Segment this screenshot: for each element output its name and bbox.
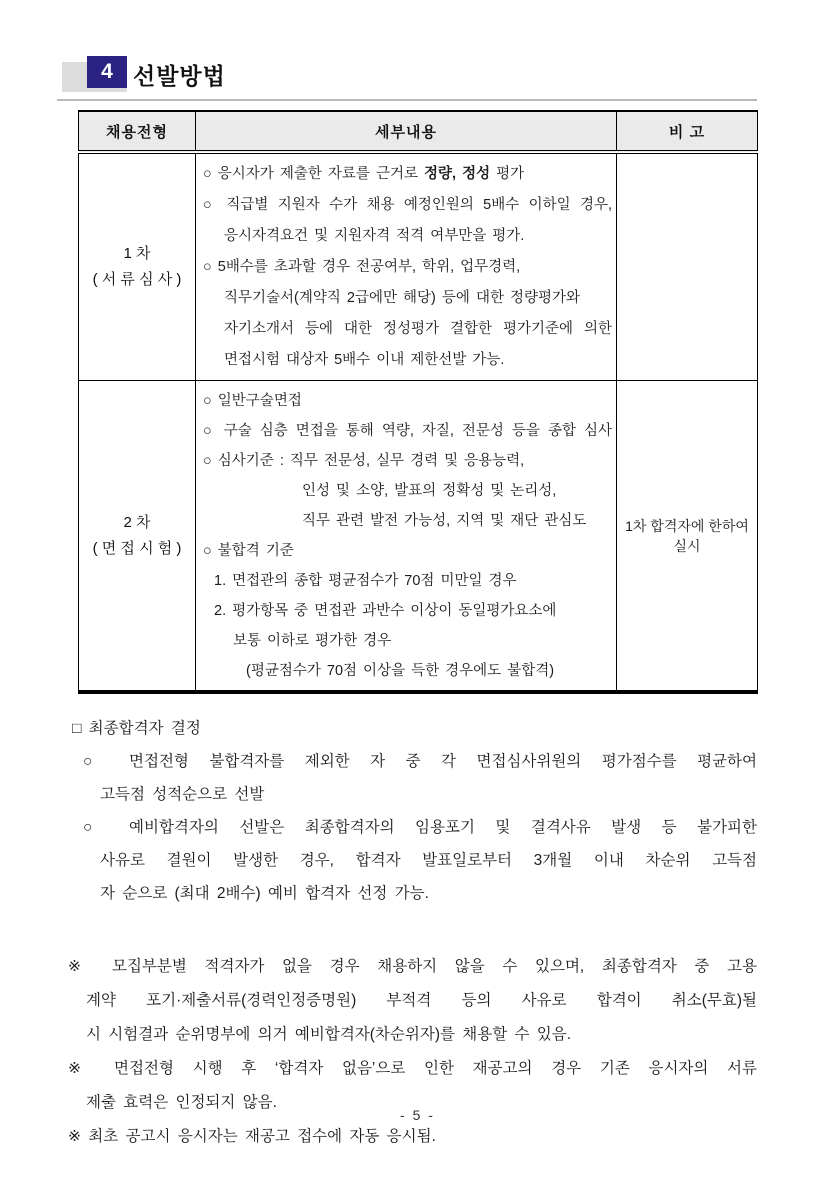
section-number-badge xyxy=(87,56,127,88)
stage1-subtitle: ( 서 류 심 사 ) xyxy=(92,271,182,288)
table-row-stage1 xyxy=(79,152,758,381)
stage1-remark-cell xyxy=(617,152,758,381)
note-line: 시 시험결과 순위명부에 의거 예비합격자(차순위자)를 채용할 수 있음. xyxy=(86,1026,572,1043)
final-decision-line: ○ 예비합격자의 선발은 최종합격자의 임용포기 및 결격사유 발생 등 불가피한 xyxy=(83,819,757,836)
detail-line: 보통 이하로 평가한 경우 xyxy=(233,633,392,649)
notes-section xyxy=(68,950,757,1154)
detail-line: ○ 불합격 기준 xyxy=(203,543,294,559)
stage1-details-cell xyxy=(196,152,617,381)
final-decision-section xyxy=(72,712,757,910)
detail-line: ○ 직급별 지원자 수가 채용 예정인원의 5배수 이하일 경우, xyxy=(203,197,612,213)
detail-line: 직무 관련 발전 가능성, 지역 및 재단 관심도 xyxy=(302,513,587,529)
col-header-recruitment-type: 채용전형 xyxy=(79,111,196,152)
detail-line: 자기소개서 등에 대한 정성평가 결합한 평가기준에 의한 xyxy=(224,321,612,337)
table-row-stage2 xyxy=(79,381,758,693)
page-number: - 5 - xyxy=(400,1107,435,1123)
detail-line: 1. 면접관의 종합 평균점수가 70점 미만일 경우 xyxy=(214,573,517,589)
section-header xyxy=(57,56,757,92)
section-title: 선발방법 xyxy=(133,63,226,89)
col-header-remarks: 비 고 xyxy=(617,111,758,152)
note-line: 계약 포기·제출서류(경력인정증명원) 부적격 등의 사유로 합격이 취소(무효)될 xyxy=(86,992,757,1009)
stage2-details-cell xyxy=(196,381,617,693)
stage2-title: 2 차 xyxy=(123,513,151,531)
stage1-name-cell xyxy=(79,152,196,381)
detail-line: ○ 일반구술면접 xyxy=(203,393,302,409)
detail-text: ○ 응시자가 제출한 자료를 근거로 xyxy=(203,166,424,182)
section-number: 4 xyxy=(101,60,113,83)
detail-line: 인성 및 소양, 발표의 정확성 및 논리성, xyxy=(302,483,557,499)
detail-line: ○ 5배수를 초과할 경우 전공여부, 학위, 업무경력, xyxy=(203,259,521,275)
detail-text: 평가 xyxy=(490,166,525,182)
final-decision-line: ○ 면접전형 불합격자를 제외한 자 중 각 면접심사위원의 평가점수를 평균하여 xyxy=(83,753,757,770)
selection-method-table xyxy=(78,110,758,694)
final-decision-line: 고득점 성적순으로 선발 xyxy=(100,786,265,803)
stage2-subtitle: ( 면 접 시 험 ) xyxy=(92,539,182,557)
header-divider-line xyxy=(57,99,757,101)
detail-line: 직무기술서(계약직 2급에만 해당) 등에 대한 정량평가와 xyxy=(224,290,581,306)
detail-line: ○ 심사기준 : 직무 전문성, 실무 경력 및 응용능력, xyxy=(203,453,525,469)
stage2-remark-cell: 1차 합격자에 한하여 실시 xyxy=(617,381,758,693)
note-line: ※ 최초 공고시 응시자는 재공고 접수에 자동 응시됨. xyxy=(68,1128,436,1145)
final-decision-line: 자 순으로 (최대 2배수) 예비 합격자 선정 가능. xyxy=(100,885,429,902)
final-decision-heading: □ 최종합격자 결정 xyxy=(72,720,201,737)
stage2-name-cell xyxy=(79,381,196,693)
stage1-title: 1 차 xyxy=(123,245,151,262)
detail-line: 응시자격요건 및 지원자격 적격 여부만을 평가. xyxy=(224,228,525,244)
note-line: ※ 면접전형 시행 후 ‘합격자 없음’으로 인한 재공고의 경우 기존 응시자의 서류 xyxy=(68,1060,757,1077)
detail-line: 2. 평가항목 중 면접관 과반수 이상이 동일평가요소에 xyxy=(214,603,557,619)
col-header-details: 세부내용 xyxy=(196,111,617,152)
final-decision-line: 사유로 결원이 발생한 경우, 합격자 발표일로부터 3개월 이내 차순위 고득점 xyxy=(100,852,757,869)
note-line: ※ 모집부분별 적격자가 없을 경우 채용하지 않을 수 있으며, 최종합격자 중 고용 xyxy=(68,958,757,975)
detail-line xyxy=(203,159,612,190)
detail-text-bold: 정량, 정성 xyxy=(424,166,491,182)
note-line: 제출 효력은 인정되지 않음. xyxy=(86,1094,277,1111)
detail-line: (평균점수가 70점 이상을 득한 경우에도 불합격) xyxy=(246,663,555,679)
detail-line: 면접시험 대상자 5배수 이내 제한선발 가능. xyxy=(224,352,505,368)
table-header-row xyxy=(79,111,758,152)
detail-line: ○ 구술 심층 면접을 통해 역량, 자질, 전문성 등을 종합 심사 xyxy=(203,423,612,439)
